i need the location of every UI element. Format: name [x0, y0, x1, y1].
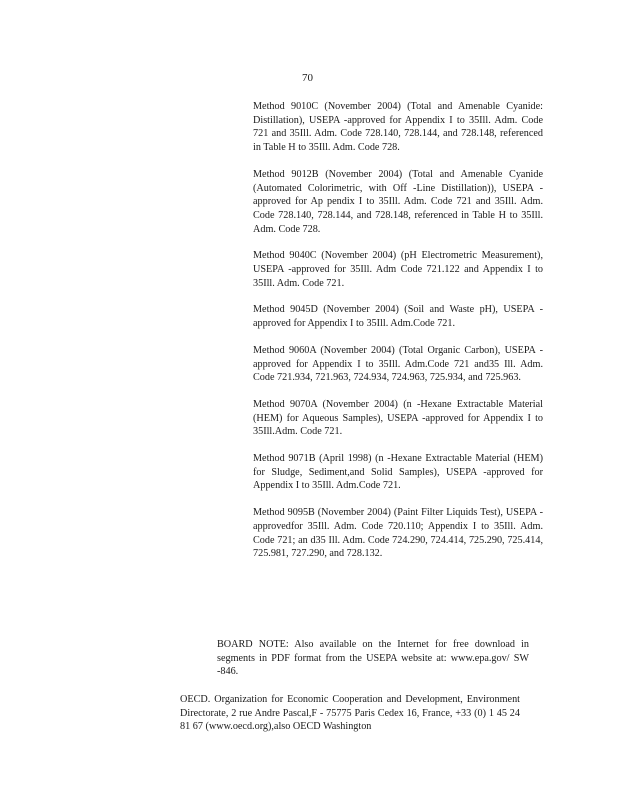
method-entry-9045d: Method 9045D (November 2004) (Soil and Waste pH), USEPA -approved for Appendix I to 35Ill. Adm.Code 721. — [253, 304, 543, 330]
method-entry-9012b: Method 9012B (November 2004) (Total and Amenable Cyanide (Automated Colorimetric, with Off -Line Distillation)), USEPA -approved for Ap pendix I to 35Ill. Adm. Code 721 and 35Ill. Adm. Code 728.140, 728.144, and 728.148, referenced in Table H to 35Ill. Adm. Code 728. — [253, 168, 543, 235]
method-list — [253, 100, 543, 574]
oecd-reference: OECD. Organization for Economic Cooperation and Development, Environment Directorate, 2 rue Andre Pascal,F - 75775 Paris Cedex 16, France, +33 (0) 1 45 24 81 67 (www.oecd.org),also OECD Washington — [180, 694, 520, 733]
method-entry-9040c: Method 9040C (November 2004) (pH Electrometric Measurement), USEPA -approved for 35Ill. Adm Code 721.122 and Appendix I to 35Ill. Adm. Code 721. — [253, 250, 543, 289]
method-entry-9010c: Method 9010C (November 2004) (Total and Amenable Cyanide: Distillation), USEPA -approved for Appendix I to 35Ill. Adm. Code 721 and 35Ill. Adm. Code 728.140, 728.144, and 728.148, referenced in Table H to 35Ill. Adm. Code 728. — [253, 101, 543, 154]
board-note: BOARD NOTE: Also available on the Internet for free download in segments in PDF format from the USEPA website at: www.epa.gov/ SW -846. — [217, 639, 529, 678]
method-entry-9060a: Method 9060A (November 2004) (Total Organic Carbon), USEPA -approved for Appendix I to 35Ill. Adm.Code 721 and35 Ill. Adm. Code 721.934, 721.963, 724.934, 724.963, 725.934, and 725.963. — [253, 344, 543, 384]
method-entry-9095b: Method 9095B (November 2004) (Paint Filter Liquids Test), USEPA -approvedfor 35Ill. Adm. Code 720.110; Appendix I to 35Ill. Adm. Code 721; an d35 Ill. Adm. Code 724.290, 724.414, 725.290, 725.414, 725.981, 727.290, and 728.132. — [253, 507, 543, 560]
method-entry-9071b: Method 9071B (April 1998) (n -Hexane Extractable Material (HEM) for Sludge, Sediment,and Solid Samples), USEPA -approved for Appendix I to 35Ill. Adm.Code 721. — [253, 453, 543, 492]
method-entry-9070a: Method 9070A (November 2004) (n -Hexane Extractable Material (HEM) for Aqueous Samples), USEPA -approved for Appendix I to 35Ill.Adm. Code 721. — [253, 398, 543, 438]
page-number: 70 — [302, 72, 313, 84]
